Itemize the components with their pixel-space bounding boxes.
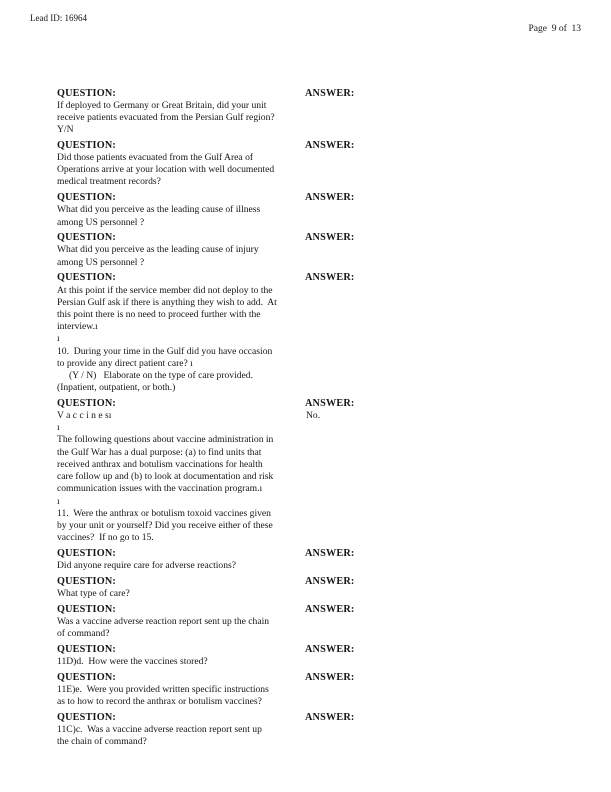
question-line: What type of care? [57, 587, 130, 599]
question-line: ı [57, 422, 60, 434]
question-text [57, 152, 305, 189]
answer-column [305, 712, 582, 749]
lead-id-label: Lead ID: 16964 [30, 13, 87, 23]
answer-column [305, 272, 582, 394]
question-line: as to how to record the anthrax or botulism vaccines? [57, 696, 262, 708]
answer-column [305, 88, 582, 137]
answer-label: ANSWER: [305, 711, 355, 723]
question-line: of command? [57, 628, 110, 640]
question-column [57, 644, 305, 668]
question-line: by your unit or yourself? Did you receive either of these [57, 519, 273, 531]
question-line: medical treatment records? [57, 176, 161, 188]
qa-block [57, 140, 582, 189]
answer-label: ANSWER: [305, 603, 355, 615]
answer-label: ANSWER: [305, 232, 355, 244]
question-label: QUESTION: [57, 643, 116, 655]
question-line: The following questions about vaccine administration in [57, 434, 274, 446]
question-line: What did you perceive as the leading cause of illness [57, 204, 261, 216]
answer-label: ANSWER: [305, 575, 355, 587]
answer-label: ANSWER: [305, 87, 355, 99]
question-column [57, 192, 305, 229]
question-line: What did you perceive as the leading cause of injury [57, 244, 259, 256]
answer-label: ANSWER: [305, 397, 355, 409]
question-line: 11E)e. Were you provided written specific instructions [57, 683, 269, 695]
question-line: Operations arrive at your location with well documented [57, 164, 275, 176]
question-line: receive patients evacuated from the Persian Gulf region? [57, 111, 275, 123]
question-column [57, 272, 305, 394]
question-text [57, 410, 305, 544]
question-column [57, 88, 305, 137]
question-line: V a c c i n e sı [57, 410, 112, 422]
question-text [57, 285, 305, 395]
qa-block [57, 548, 582, 572]
question-label: QUESTION: [57, 192, 116, 204]
question-text [57, 588, 305, 600]
question-line: At this point if the service member did not deploy to the [57, 284, 273, 296]
question-column [57, 576, 305, 600]
answer-text [305, 410, 582, 422]
qa-block [57, 272, 582, 394]
question-label: QUESTION: [57, 575, 116, 587]
answer-label: ANSWER: [305, 671, 355, 683]
qa-block [57, 644, 582, 668]
question-line: among US personnel ? [57, 256, 145, 268]
qa-block [57, 576, 582, 600]
question-line: 11D)d. How were the vaccines stored? [57, 655, 208, 667]
question-line: Did those patients evacuated from the Gulf Area of [57, 152, 254, 164]
answer-label: ANSWER: [305, 643, 355, 655]
question-label: QUESTION: [57, 87, 116, 99]
qa-block [57, 232, 582, 269]
question-line: communication issues with the vaccination program.ı [57, 483, 263, 495]
question-text [57, 684, 305, 708]
question-line: If deployed to Germany or Great Britain, did your unit [57, 99, 267, 111]
answer-column [305, 576, 582, 600]
question-line: ı [57, 333, 60, 345]
question-line: (Inpatient, outpatient, or both.) [57, 382, 176, 394]
question-line: 11. Were the anthrax or botulism toxoid vaccines given [57, 507, 271, 519]
answer-label: ANSWER: [305, 272, 355, 284]
question-column [57, 548, 305, 572]
question-column [57, 232, 305, 269]
answer-column [305, 192, 582, 229]
question-column [57, 672, 305, 709]
question-line: the Gulf War has a dual purpose: (a) to find units that [57, 446, 262, 458]
question-text [57, 656, 305, 668]
qa-block [57, 604, 582, 641]
question-column [57, 604, 305, 641]
answer-label: ANSWER: [305, 139, 355, 151]
question-column [57, 140, 305, 189]
qa-block [57, 712, 582, 749]
question-label: QUESTION: [57, 232, 116, 244]
question-label: QUESTION: [57, 671, 116, 683]
question-label: QUESTION: [57, 711, 116, 723]
page-number-label: Page 9 of 13 [528, 24, 581, 34]
question-line: this point there is no need to proceed further with the [57, 308, 261, 320]
qa-blocks [57, 84, 582, 748]
question-column [57, 712, 305, 749]
question-line: Persian Gulf ask if there is anything they wish to add. At [57, 296, 277, 308]
answer-line: No. [306, 410, 321, 422]
answer-column [305, 672, 582, 709]
qa-block [57, 192, 582, 229]
answer-column [305, 604, 582, 641]
answer-column [305, 644, 582, 668]
question-line: to provide any direct patient care? ı [57, 357, 193, 369]
question-line: ı [57, 495, 60, 507]
question-line: vaccines? If no go to 15. [57, 532, 154, 544]
question-text [57, 560, 305, 572]
question-line: 11C)c. Was a vaccine adverse reaction report sent up [57, 723, 262, 735]
question-line: Y/N [57, 124, 74, 136]
question-text [57, 100, 305, 137]
answer-column [305, 548, 582, 572]
answer-column [305, 398, 582, 544]
question-text [57, 616, 305, 640]
question-line: Did anyone require care for adverse reactions? [57, 560, 236, 572]
question-line: (Y / N) Elaborate on the type of care provided. [57, 369, 253, 381]
question-line: interview.ı [57, 321, 98, 333]
answer-column [305, 140, 582, 189]
question-label: QUESTION: [57, 547, 116, 559]
question-line: the chain of command? [57, 736, 147, 748]
question-label: QUESTION: [57, 272, 116, 284]
question-line: 10. During your time in the Gulf did you have occasion [57, 345, 273, 357]
question-line: received anthrax and botulism vaccinations for health [57, 458, 263, 470]
answer-label: ANSWER: [305, 547, 355, 559]
answer-column [305, 232, 582, 269]
question-text [57, 244, 305, 268]
question-text [57, 204, 305, 228]
question-line: Was a vaccine adverse reaction report sent up the chain [57, 615, 270, 627]
question-text [57, 724, 305, 748]
question-label: QUESTION: [57, 397, 116, 409]
question-line: care follow up and (b) to look at documentation and risk [57, 471, 274, 483]
question-label: QUESTION: [57, 603, 116, 615]
question-line: among US personnel ? [57, 216, 145, 228]
qa-block [57, 88, 582, 137]
qa-block [57, 672, 582, 709]
question-label: QUESTION: [57, 139, 116, 151]
answer-label: ANSWER: [305, 192, 355, 204]
qa-block [57, 398, 582, 544]
question-column [57, 398, 305, 544]
